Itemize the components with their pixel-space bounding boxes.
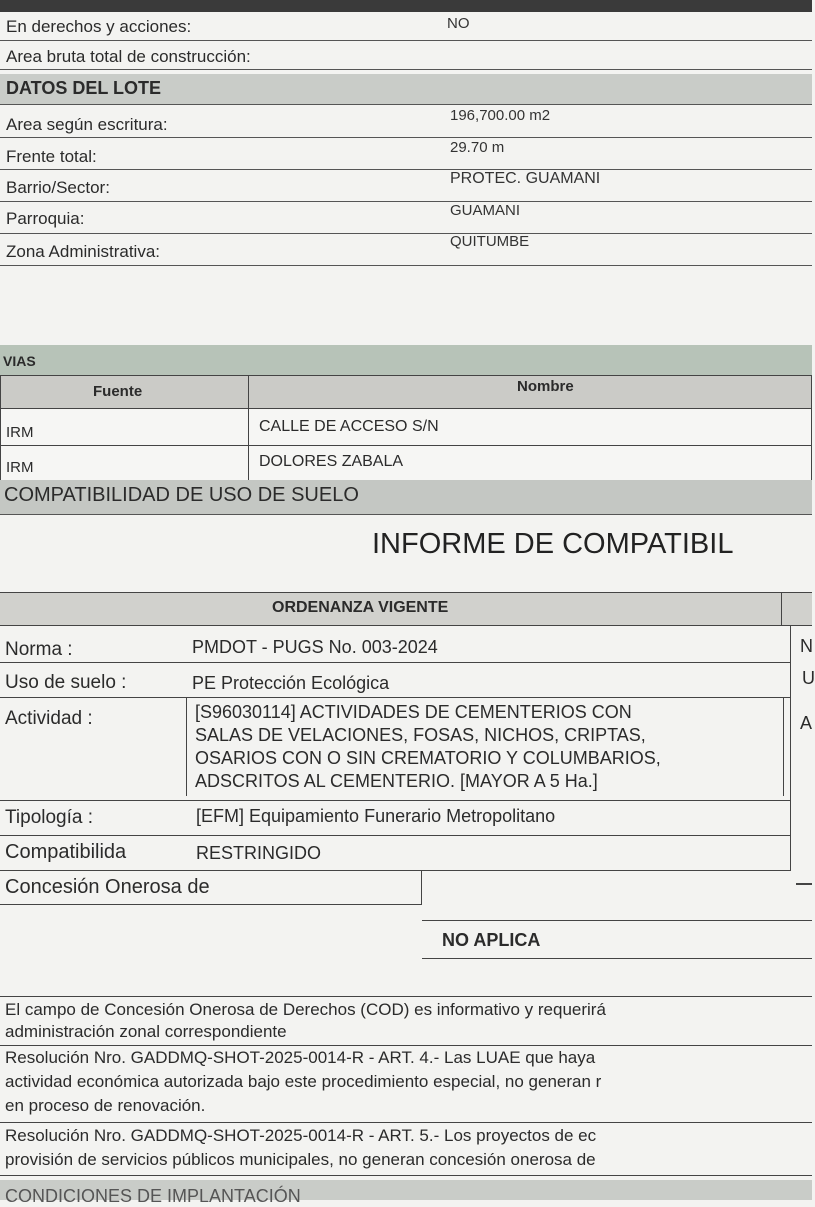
no-aplica-top-line bbox=[422, 920, 812, 921]
compatibilidad-value: RESTRINGIDO bbox=[196, 843, 322, 863]
vias-row-fuente-text: IRM bbox=[6, 459, 34, 476]
vias-section-header bbox=[0, 345, 812, 376]
lote-row bbox=[0, 105, 812, 138]
vias-col-fuente bbox=[0, 375, 249, 409]
vias-row-fuente-text: IRM bbox=[6, 424, 34, 441]
actividad-value-box bbox=[186, 698, 784, 796]
note-line: en proceso de renovación. bbox=[5, 1096, 206, 1115]
area-bruta-row bbox=[0, 41, 812, 70]
note-line: Resolución Nro. GADDMQ-SHOT-2025-0014-R - ART. 4.- Las LUAE que haya bbox=[5, 1048, 596, 1067]
note-block bbox=[0, 997, 812, 1046]
actividad-line: OSARIOS CON O SIN CREMATORIO Y COLUMBARIOS, bbox=[195, 748, 661, 768]
vias-row-fuente bbox=[0, 408, 249, 446]
lote-row-value: GUAMANI bbox=[450, 202, 521, 219]
right-column-header bbox=[782, 592, 812, 626]
derechos-label: En derechos y acciones: bbox=[6, 17, 192, 36]
vias-col-nombre-label: Nombre bbox=[517, 378, 574, 395]
compatibilidad-label: Compatibilida bbox=[5, 841, 127, 863]
norma-value: PMDOT - PUGS No. 003-2024 bbox=[192, 637, 438, 657]
note-block bbox=[0, 1046, 812, 1123]
uso-value: PE Protección Ecológica bbox=[192, 673, 390, 693]
vias-row-nombre bbox=[248, 445, 812, 481]
actividad-label: Actividad : bbox=[5, 708, 93, 729]
lote-row-label: Parroquia: bbox=[6, 209, 85, 228]
dash-mark bbox=[796, 883, 812, 885]
vias-col-nombre bbox=[248, 375, 812, 409]
concesion-box bbox=[0, 871, 422, 905]
note-line: Resolución Nro. GADDMQ-SHOT-2025-0014-R - ART. 5.- Los proyectos de ec bbox=[5, 1126, 597, 1145]
vias-row-fuente bbox=[0, 445, 249, 481]
note-block bbox=[0, 1123, 812, 1176]
area-bruta-label: Area bruta total de construcción: bbox=[6, 47, 251, 66]
no-aplica-value: NO APLICA bbox=[442, 930, 541, 950]
vias-row-nombre bbox=[248, 408, 812, 446]
ordenanza-header bbox=[0, 592, 782, 626]
actividad-line: SALAS DE VELACIONES, FOSAS, NICHOS, CRIPTAS, bbox=[195, 725, 646, 745]
tipologia-row bbox=[0, 801, 791, 836]
ordenanza-header-title: ORDENANZA VIGENTE bbox=[272, 599, 449, 616]
derechos-value: NO bbox=[447, 15, 470, 32]
compat-section-bar bbox=[0, 480, 812, 515]
footer-heading-bar bbox=[0, 1180, 812, 1206]
note-line: administración zonal correspondiente bbox=[5, 1022, 287, 1041]
right-letter: N bbox=[800, 636, 813, 656]
lote-row-value: PROTEC. GUAMANI bbox=[450, 170, 601, 187]
lote-row-label: Frente total: bbox=[6, 147, 97, 166]
actividad-row bbox=[0, 698, 791, 801]
compat-section-title: COMPATIBILIDAD DE USO DE SUELO bbox=[4, 484, 359, 506]
vias-section-title: VIAS bbox=[3, 353, 36, 369]
vias-col-fuente-label: Fuente bbox=[93, 383, 143, 400]
lote-row-value: QUITUMBE bbox=[450, 233, 530, 250]
uso-label: Uso de suelo : bbox=[5, 672, 127, 693]
concesion-label: Concesión Onerosa de bbox=[5, 876, 210, 898]
uso-row bbox=[0, 663, 791, 698]
lote-row-label: Zona Administrativa: bbox=[6, 242, 161, 261]
vias-row-nombre-text: CALLE DE ACCESO S/N bbox=[259, 418, 439, 435]
footer-heading: CONDICIONES DE IMPLANTACIÓN bbox=[5, 1186, 301, 1206]
lote-row bbox=[0, 138, 812, 170]
norma-label: Norma : bbox=[5, 639, 73, 660]
derechos-row bbox=[0, 12, 812, 41]
actividad-line: [S96030114] ACTIVIDADES DE CEMENTERIOS CON bbox=[195, 702, 632, 722]
compatibilidad-row bbox=[0, 836, 791, 871]
lote-row bbox=[0, 170, 812, 202]
tipologia-value: [EFM] Equipamiento Funerario Metropolitano bbox=[196, 806, 556, 826]
vias-row-nombre-text: DOLORES ZABALA bbox=[259, 453, 404, 470]
norma-row bbox=[0, 626, 791, 663]
actividad-line: ADSCRITOS AL CEMENTERIO. [MAYOR A 5 Ha.] bbox=[195, 771, 598, 791]
note-line: provisión de servicios públicos municipales, no generan concesión onerosa de bbox=[5, 1150, 596, 1169]
lote-section-header bbox=[0, 74, 812, 105]
lote-row-label: Barrio/Sector: bbox=[6, 178, 110, 197]
lote-row bbox=[0, 234, 812, 266]
lote-row-value: 29.70 m bbox=[450, 139, 505, 156]
no-aplica-bottom-line bbox=[422, 958, 812, 959]
top-edge bbox=[0, 0, 812, 12]
note-line: El campo de Concesión Onerosa de Derechos (COD) es informativo y requerirá bbox=[5, 1000, 606, 1019]
tipologia-label: Tipología : bbox=[5, 807, 94, 828]
right-letter: U bbox=[802, 668, 815, 688]
lote-row-label: Area según escritura: bbox=[6, 115, 168, 134]
lote-section-title: DATOS DEL LOTE bbox=[6, 78, 162, 98]
report-title: INFORME DE COMPATIBIL bbox=[372, 528, 734, 560]
lote-row-value: 196,700.00 m2 bbox=[450, 107, 551, 124]
right-letter: A bbox=[800, 713, 813, 733]
lote-row bbox=[0, 202, 812, 234]
note-line: actividad económica autorizada bajo este procedimiento especial, no generan r bbox=[5, 1072, 602, 1091]
